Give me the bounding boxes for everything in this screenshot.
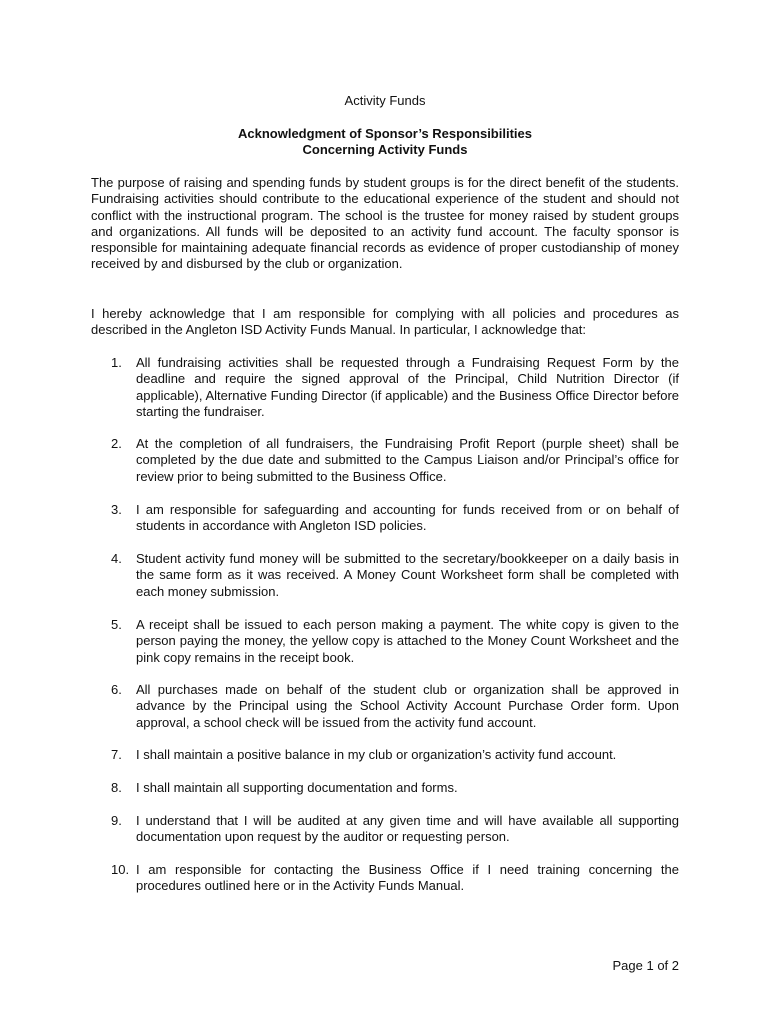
list-item-text: At the completion of all fundraisers, the Fundraising Profit Report (purple sheet) shall be completed by the due date and submitted to the Campus Liaison and/or Principal’s office for review prior to being submitted to the Business Office. bbox=[136, 436, 679, 484]
list-item-text: I am responsible for contacting the Business Office if I need training concerning the procedures outlined here or in the Activity Funds Manual. bbox=[136, 862, 679, 894]
list-item bbox=[111, 551, 679, 600]
document-heading bbox=[0, 126, 770, 158]
list-item-number: 5. bbox=[111, 617, 122, 632]
list-item-text: I understand that I will be audited at any given time and will have available all supporting documentation upon request by the auditor or requesting person. bbox=[136, 813, 679, 845]
list-item-number: 6. bbox=[111, 682, 122, 697]
acknowledgment-paragraph: I hereby acknowledge that I am responsible for complying with all policies and procedures as described in the Angleton ISD Activity Funds Manual. In particular, I acknowledge that: bbox=[91, 306, 679, 338]
list-item bbox=[111, 355, 679, 420]
list-item-text: I shall maintain a positive balance in my club or organization’s activity fund account. bbox=[136, 747, 617, 762]
list-item-text: Student activity fund money will be submitted to the secretary/bookkeeper on a daily basis in the same form as it was received. A Money Count Worksheet form shall be completed with each money submission. bbox=[136, 551, 679, 599]
list-item-number: 8. bbox=[111, 780, 122, 795]
list-item-number: 1. bbox=[111, 355, 122, 370]
list-item bbox=[111, 813, 679, 846]
list-item-number: 10. bbox=[111, 862, 130, 877]
list-item bbox=[111, 502, 679, 535]
list-item bbox=[111, 862, 679, 895]
list-item-text: I shall maintain all supporting documentation and forms. bbox=[136, 780, 458, 795]
list-item-text: A receipt shall be issued to each person making a payment. The white copy is given to the person paying the money, the yellow copy is attached to the Money Count Worksheet and the pink copy remains in the receipt book. bbox=[136, 617, 679, 665]
intro-paragraph: The purpose of raising and spending funds by student groups is for the direct benefit of the students. Fundraising activities should contribute to the educational experience of the student and should not conflict with the instructional program. The school is the trustee for money raised by student groups and organizations. All funds will be deposited to an activity fund account. The faculty sponsor is responsible for maintaining adequate financial records as evidence of proper custodianship of money received by and disbursed by the club or organization. bbox=[91, 175, 679, 272]
list-item bbox=[111, 780, 679, 796]
list-item-text: I am responsible for safeguarding and accounting for funds received from or on behalf of students in accordance with Angleton ISD policies. bbox=[136, 502, 679, 534]
list-item-text: All purchases made on behalf of the student club or organization shall be approved in advance by the Principal using the School Activity Account Purchase Order form. Upon approval, a school check will be issued from the activity fund account. bbox=[136, 682, 679, 730]
list-item bbox=[111, 617, 679, 666]
list-item bbox=[111, 436, 679, 485]
heading-line-2: Concerning Activity Funds bbox=[302, 142, 468, 157]
list-item bbox=[111, 682, 679, 731]
page-number: Page 1 of 2 bbox=[612, 958, 679, 973]
list-item-number: 7. bbox=[111, 747, 122, 762]
list-item bbox=[111, 747, 679, 763]
list-item-number: 9. bbox=[111, 813, 122, 828]
document-header-title: Activity Funds bbox=[344, 93, 426, 108]
list-item-number: 2. bbox=[111, 436, 122, 451]
heading-line-1: Acknowledgment of Sponsor’s Responsibilities bbox=[238, 126, 532, 141]
list-item-number: 3. bbox=[111, 502, 122, 517]
list-item-number: 4. bbox=[111, 551, 122, 566]
list-item-text: All fundraising activities shall be requested through a Fundraising Request Form by the deadline and require the signed approval of the Principal, Child Nutrition Director (if applicable), Alternative Funding Director (if applicable) and the Business Office Director before starting the fundraiser. bbox=[136, 355, 679, 419]
